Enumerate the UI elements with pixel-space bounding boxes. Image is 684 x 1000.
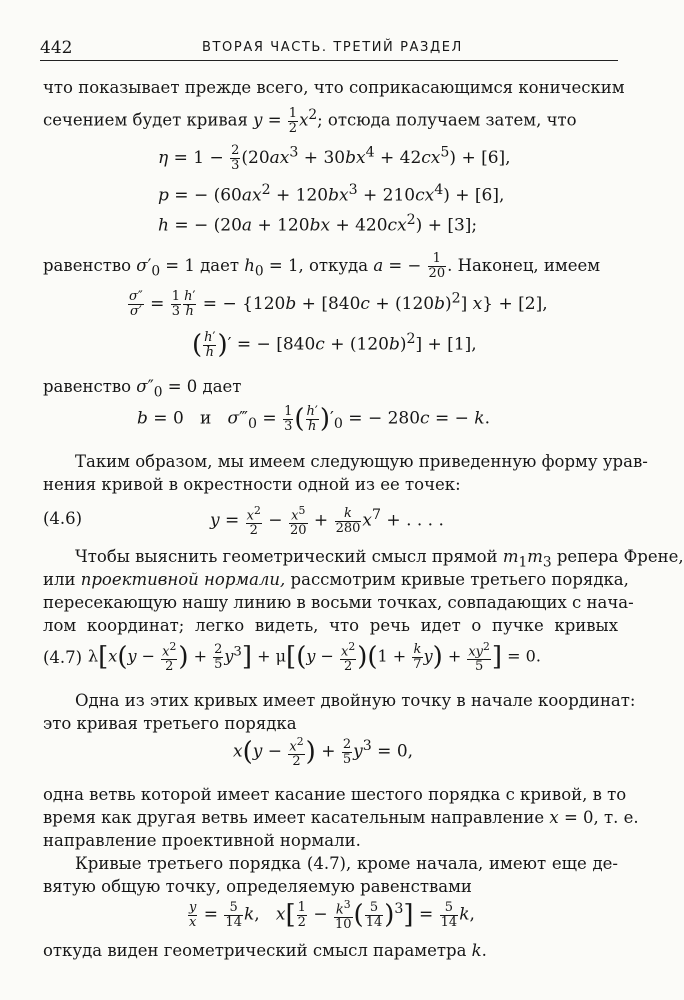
equation: x(y − $\frac{x^2}{2}$ ) + $\frac{2}{5}$ $y^3 = 0$,: [233, 735, 414, 770]
text-line: Чтобы выяснить геометрический смысл прямой $m_1m_3$ репера Френе,: [75, 547, 684, 571]
text-line: Кривые третьего порядка (4.7), кроме начала, имеют еще де-: [75, 854, 618, 873]
text-line: Одна из этих кривых имеет двойную точку в начале координат:: [75, 691, 636, 710]
equation: ( $\frac{h'}{h}$ )′ = − $[840c + (120b)^2] + [1]$,: [192, 329, 477, 360]
equation: b = 0 и $\sigma‴_0$ = $\frac{1}{3}$ ( $\frac{h'}{h}$ )$'_0$ = − 280c = − k.: [137, 403, 490, 434]
text-line: откуда виден геометрический смысл параметра k.: [43, 941, 487, 960]
running-head: ВТОРАЯ ЧАСТЬ. ТРЕТИЙ РАЗДЕЛ: [202, 40, 463, 55]
equation: $\frac{\sigma''}{\sigma'}$ = $\frac{1}{3}$ $\frac{h'}{h}$ = − {$120b + [840c + (120b)^2]$ x} + [2],: [129, 289, 548, 319]
equation: $\frac{y}{x}$ = $\frac{5}{14}$ k, x[ $\frac{1}{2}$ − $\frac{k^3}{10}$ ( $\frac{5}{14}$ )$^3$] = $\frac{5}{14}$ k,: [189, 898, 475, 933]
text-line: лом координат; легко видеть, что речь идет о пучке кривых: [43, 616, 618, 635]
text-line: это кривая третьего порядка: [43, 714, 297, 733]
text-line: направление проективной нормали.: [43, 831, 361, 850]
text-line: равенство $\sigma''_0 = 0$ дает: [43, 377, 242, 401]
equation: λ[x(y − $\frac{x^2}{2}$ ) + $\frac{2}{5}$ $y^3] + \mu[(y$ − $\frac{x^2}{2}$ )(1 + $\frac{k}{7}$ y) + $\frac{xy^2}{5}$ ] = 0.: [88, 640, 541, 675]
text-line: что показывает прежде всего, что соприкасающимся коническим: [43, 78, 625, 97]
text-line: сечением будет кривая y = $\frac{1}{2}$ $x^2$; отсюда получаем затем, что: [43, 105, 577, 136]
equation-label: (4.7): [43, 648, 83, 667]
equation: h = − $(20a + 120bx + 420cx^2) + [3]$;: [158, 212, 478, 236]
text-line: одна ветвь которой имеет касание шестого порядка с кривой, в то: [43, 785, 627, 804]
text-line: или проективной нормали, рассмотрим кривые третьего порядка,: [43, 570, 629, 589]
equation: y = $\frac{x^2}{2}$ − $\frac{x^5}{20}$ + $\frac{k}{280}$ $x^7$ + . . . .: [210, 504, 444, 539]
text-line: нения кривой в окрестности одной из ее точек:: [43, 475, 461, 494]
equation-label: (4.6): [43, 509, 83, 528]
text-line: вятую общую точку, определяемую равенствами: [43, 877, 472, 896]
page-number: 442: [40, 38, 73, 58]
equation: η = 1 − $\frac{2}{3}$ $(20ax^3 + 30bx^4 + 42cx^5) + [6]$,: [158, 143, 511, 173]
equation: p = − $(60ax^2 + 120bx^3 + 210cx^4) + [6]$,: [158, 182, 505, 206]
page-header: [40, 38, 618, 61]
text-line: пересекающую нашу линию в восьми точках, совпадающих с нача-: [43, 593, 634, 612]
text-line: Таким образом, мы имеем следующую приведенную форму урав-: [75, 452, 648, 471]
text-line: время как другая ветвь имеет касательным направление x = 0, т. е.: [43, 808, 639, 827]
text-line: равенство $\sigma'_0 = 1$ дает $h_0 = 1$, откуда a = − $\frac{1}{20}$ . Наконец, имеем: [43, 251, 601, 281]
